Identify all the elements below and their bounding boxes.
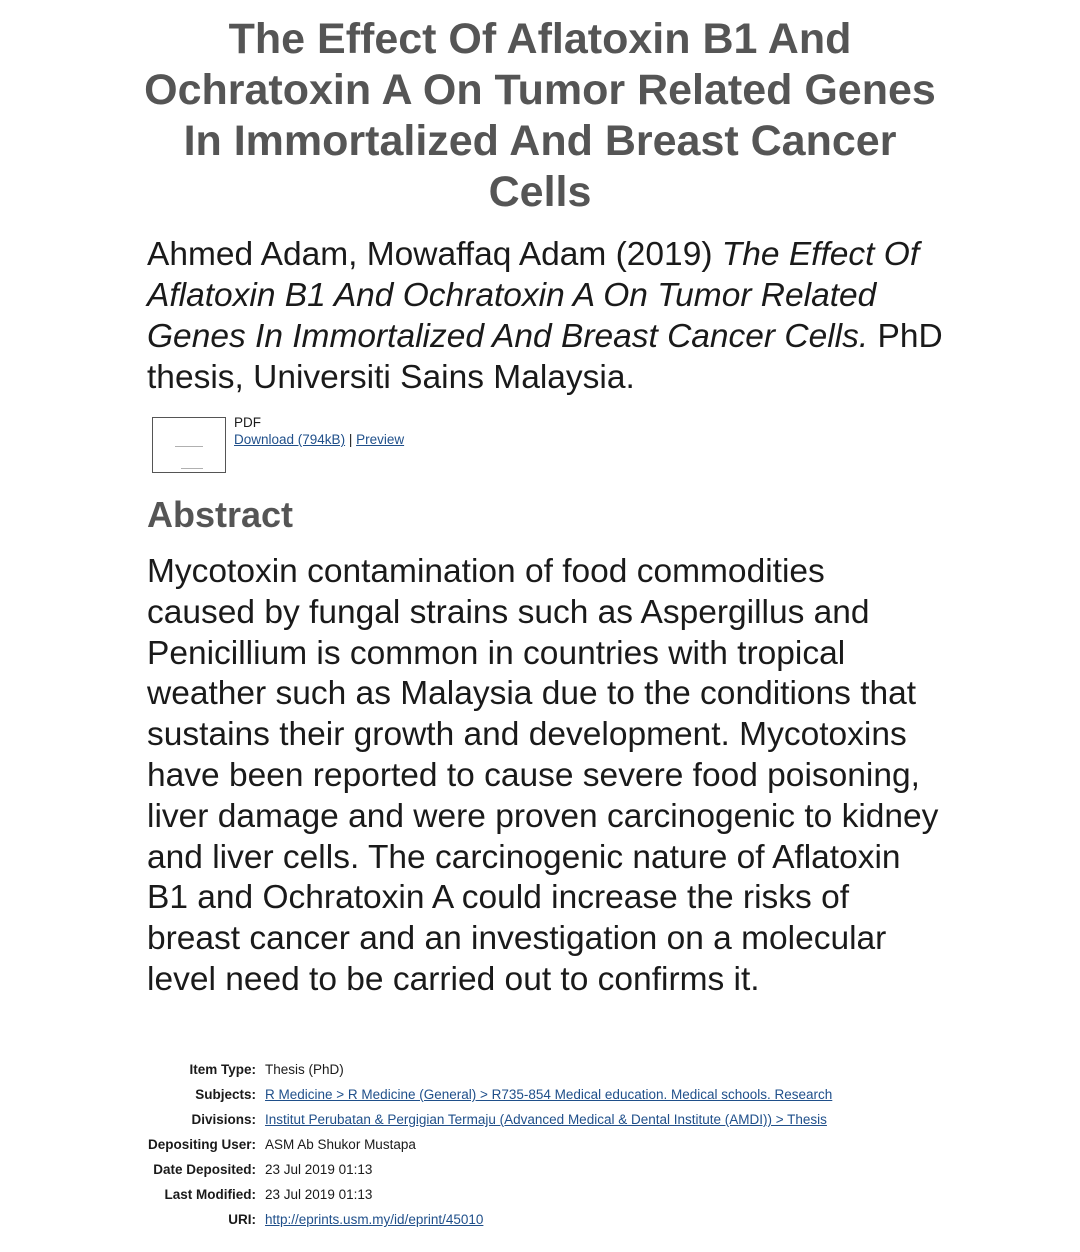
metadata-label: Date Deposited: [153,1162,257,1177]
abstract-text: Mycotoxin contamination of food commodities caused by fungal strains such as Aspergillus and Penicillium is common in countries with tropical weather such as Malaysia due to the conditions that sustains their growth and development. Mycotoxins have been reported to cause severe food poisoning, liver damage and were proven carcinogenic to kidney and liver cells. The carcinogenic nature of Aflatoxin B1 and Ochratoxin A could increase the risks of breast cancer and an investigation on a molecular level need to be carried out to confirms it. [147,553,939,998]
metadata-row-divisions [148,1107,832,1132]
abstract-heading: Abstract [147,494,294,535]
metadata-row-date-deposited [148,1157,832,1182]
divisions-link[interactable]: Institut Perubatan & Pergigian Termaju (Advanced Medical & Dental Institute (AMDI)) > Thesis [265,1112,827,1127]
citation-title: The Effect Of Aflatoxin B1 And Ochratoxin A On Tumor Related Genes In Immortalized And Breast Cancer Cells. [147,236,920,355]
metadata-label: Subjects: [195,1087,257,1102]
citation-suffix: PhD thesis, Universiti Sains Malaysia. [147,318,943,396]
metadata-value: Thesis (PhD) [265,1062,344,1077]
metadata-value: 23 Jul 2019 01:13 [265,1162,373,1177]
metadata-table [148,1057,832,1232]
document-format: PDF [234,415,261,430]
thumbnail-text-line [175,446,203,447]
metadata-row-item-type [148,1057,832,1082]
document-info [234,414,404,448]
metadata-label: Depositing User: [148,1137,257,1152]
metadata-value: ASM Ab Shukor Mustapa [265,1137,416,1152]
citation-authors-year: Ahmed Adam, Mowaffaq Adam (2019) [147,236,722,273]
metadata-row-last-modified [148,1182,832,1207]
metadata-row-uri [148,1207,832,1232]
document-block [152,414,572,476]
download-link[interactable]: Download (794kB) [234,432,346,447]
metadata-row-depositing-user [148,1132,832,1157]
thumbnail-text-line [181,468,203,469]
page-title: The Effect Of Aflatoxin B1 And Ochratoxin A On Tumor Related Genes In Immortalized And Breast Cancer Cells [144,15,936,216]
subjects-link[interactable]: R Medicine > R Medicine (General) > R735-854 Medical education. Medical schools. Research [265,1087,833,1102]
metadata-value: 23 Jul 2019 01:13 [265,1187,373,1202]
metadata-label: Divisions: [191,1112,257,1127]
metadata-label: Last Modified: [164,1187,257,1202]
document-links [234,431,404,448]
metadata-value-cell [265,1107,832,1132]
link-separator: | [345,432,357,447]
metadata-value-cell [265,1082,832,1107]
document-thumbnail-icon[interactable] [152,417,226,473]
uri-link[interactable]: http://eprints.usm.my/id/eprint/45010 [265,1212,484,1227]
metadata-label: URI: [228,1212,257,1227]
metadata-row-subjects [148,1082,832,1107]
metadata-value-cell [265,1207,832,1232]
preview-link[interactable]: Preview [356,432,405,447]
citation [147,234,947,398]
metadata-label: Item Type: [189,1062,257,1077]
